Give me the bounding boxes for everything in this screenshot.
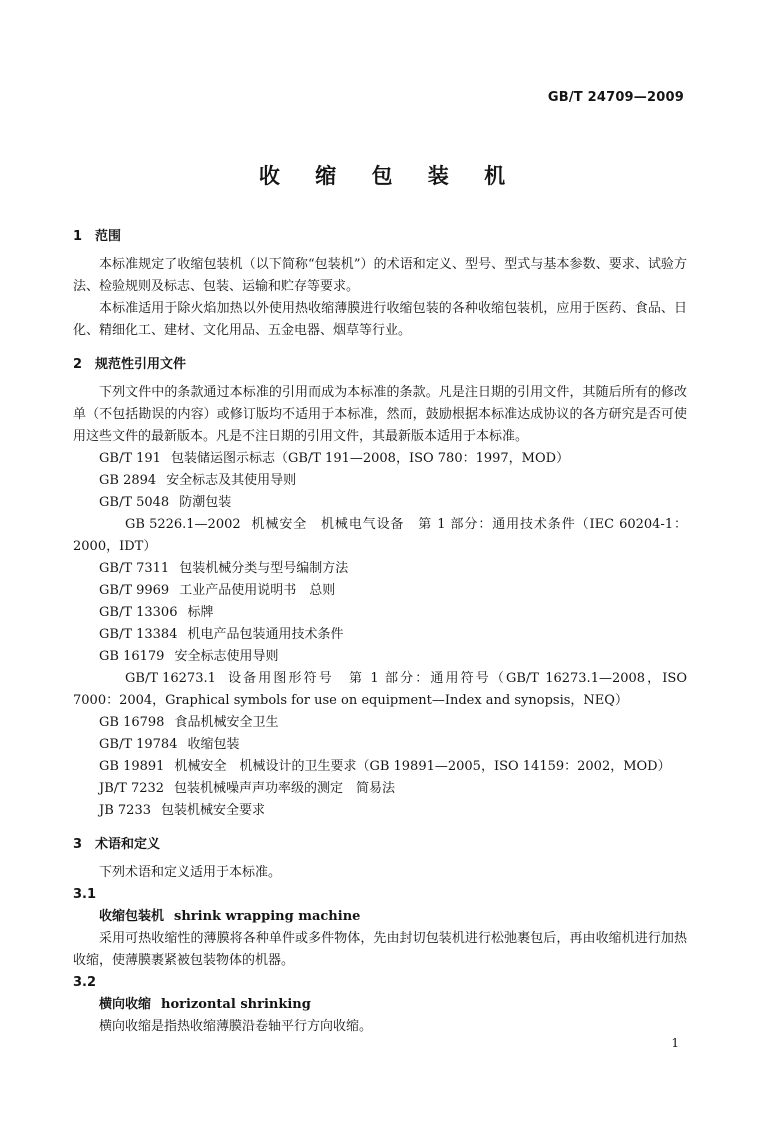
reference-title: 标牌 bbox=[187, 605, 214, 620]
term-definition: 横向收缩是指热收缩薄膜沿卷轴平行方向收缩。 bbox=[99, 1019, 373, 1034]
reference-title: 防潮包装 bbox=[179, 495, 232, 510]
section-title: 规范性引用文件 bbox=[95, 357, 187, 372]
reference-item bbox=[73, 668, 687, 712]
reference-item bbox=[73, 492, 687, 514]
reference-item bbox=[73, 756, 687, 778]
reference-title: 收缩包装 bbox=[187, 737, 240, 752]
reference-item bbox=[73, 800, 687, 822]
reference-item bbox=[73, 558, 687, 580]
clause-number: 3.2 bbox=[73, 975, 97, 990]
section-number: 2 bbox=[73, 357, 83, 372]
section-number: 1 bbox=[73, 229, 83, 244]
page-number: 1 bbox=[671, 1036, 679, 1050]
reference-title: 安全标志使用导则 bbox=[174, 649, 279, 664]
reference-code: JB/T 7232 bbox=[99, 781, 165, 796]
reference-title: 设备用图形符号 第 1 部分：通用符号（GB/T 16273.1—2008，ISO 7000：2004，Graphical symbols for use on equipment—Index and synopsis，NEQ） bbox=[73, 671, 687, 708]
term-chinese: 横向收缩 bbox=[99, 997, 152, 1012]
section-heading-terms bbox=[73, 834, 687, 856]
term-english: horizontal shrinking bbox=[161, 997, 311, 1012]
reference-title: 机电产品包装通用技术条件 bbox=[187, 627, 344, 642]
reference-title: 包装机械噪声声功率级的测定 简易法 bbox=[174, 781, 396, 796]
section-heading-normative bbox=[73, 354, 687, 376]
section-title: 术语和定义 bbox=[95, 837, 161, 852]
scope-paragraph: 本标准适用于除火焰加热以外使用热收缩薄膜进行收缩包装的各种收缩包装机，应用于医药、食品、日化、精细化工、建材、文化用品、五金电器、烟草等行业。 bbox=[73, 301, 687, 338]
reference-item bbox=[73, 448, 687, 470]
reference-code: JB 7233 bbox=[99, 803, 151, 818]
reference-item bbox=[73, 602, 687, 624]
scope-paragraph: 本标准规定了收缩包装机（以下简称“包装机”）的术语和定义、型号、型式与基本参数、要求、试验方法、检验规则及标志、包装、运输和贮存等要求。 bbox=[73, 257, 687, 294]
reference-code: GB/T 9969 bbox=[99, 583, 170, 598]
section-title: 范围 bbox=[95, 229, 122, 244]
reference-code: GB/T 19784 bbox=[99, 737, 178, 752]
term-entry bbox=[73, 994, 687, 1016]
reference-title: 包装机械分类与型号编制方法 bbox=[179, 561, 349, 576]
reference-title: 食品机械安全卫生 bbox=[174, 715, 279, 730]
section-number: 3 bbox=[73, 837, 83, 852]
normative-intro: 下列文件中的条款通过本标准的引用而成为本标准的条款。凡是注日期的引用文件，其随后所有的修改单（不包括勘误的内容）或修订版均不适用于本标准，然而，鼓励根据本标准达成协议的各方研究是否可使用这些文件的最新版本。凡是不注日期的引用文件，其最新版本适用于本标准。 bbox=[73, 385, 687, 444]
reference-item bbox=[73, 734, 687, 756]
document-body bbox=[73, 220, 687, 1038]
reference-code: GB 5226.1—2002 bbox=[125, 517, 241, 532]
terms-intro: 下列术语和定义适用于本标准。 bbox=[99, 865, 282, 880]
reference-item bbox=[73, 646, 687, 668]
reference-title: 机械安全 机械电气设备 第 1 部分：通用技术条件（IEC 60204-1：2000，IDT） bbox=[73, 517, 687, 554]
clause-number: 3.1 bbox=[73, 887, 97, 902]
reference-title: 包装储运图示标志（GB/T 191—2008，ISO 780：1997，MOD） bbox=[170, 451, 570, 466]
term-english: shrink wrapping machine bbox=[174, 909, 361, 924]
reference-code: GB/T 13384 bbox=[99, 627, 178, 642]
reference-code: GB/T 5048 bbox=[99, 495, 170, 510]
reference-title: 包装机械安全要求 bbox=[160, 803, 265, 818]
section-heading-scope bbox=[73, 226, 687, 248]
reference-code: GB 19891 bbox=[99, 759, 165, 774]
reference-code: GB/T 191 bbox=[99, 451, 161, 466]
reference-item bbox=[73, 580, 687, 602]
reference-code: GB 2894 bbox=[99, 473, 157, 488]
reference-item bbox=[73, 624, 687, 646]
term-chinese: 收缩包装机 bbox=[99, 909, 165, 924]
reference-title: 工业产品使用说明书 总则 bbox=[179, 583, 336, 598]
reference-code: GB/T 16273.1 bbox=[125, 671, 216, 686]
reference-title: 安全标志及其使用导则 bbox=[166, 473, 297, 488]
reference-item bbox=[73, 712, 687, 734]
reference-title: 机械安全 机械设计的卫生要求（GB 19891—2005，ISO 14159：2002，MOD） bbox=[174, 759, 671, 774]
reference-code: GB/T 7311 bbox=[99, 561, 170, 576]
reference-item bbox=[73, 514, 687, 558]
term-entry bbox=[73, 906, 687, 928]
reference-item bbox=[73, 778, 687, 800]
reference-item bbox=[73, 470, 687, 492]
term-definition: 采用可热收缩性的薄膜将各种单件或多件物体，先由封切包装机进行松弛裹包后，再由收缩机进行加热收缩，使薄膜裹紧被包装物体的机器。 bbox=[73, 931, 687, 968]
reference-code: GB 16798 bbox=[99, 715, 165, 730]
document-title: 收 缩 包 装 机 bbox=[258, 164, 520, 188]
reference-code: GB/T 13306 bbox=[99, 605, 178, 620]
standard-code: GB/T 24709—2009 bbox=[547, 90, 684, 105]
reference-code: GB 16179 bbox=[99, 649, 165, 664]
